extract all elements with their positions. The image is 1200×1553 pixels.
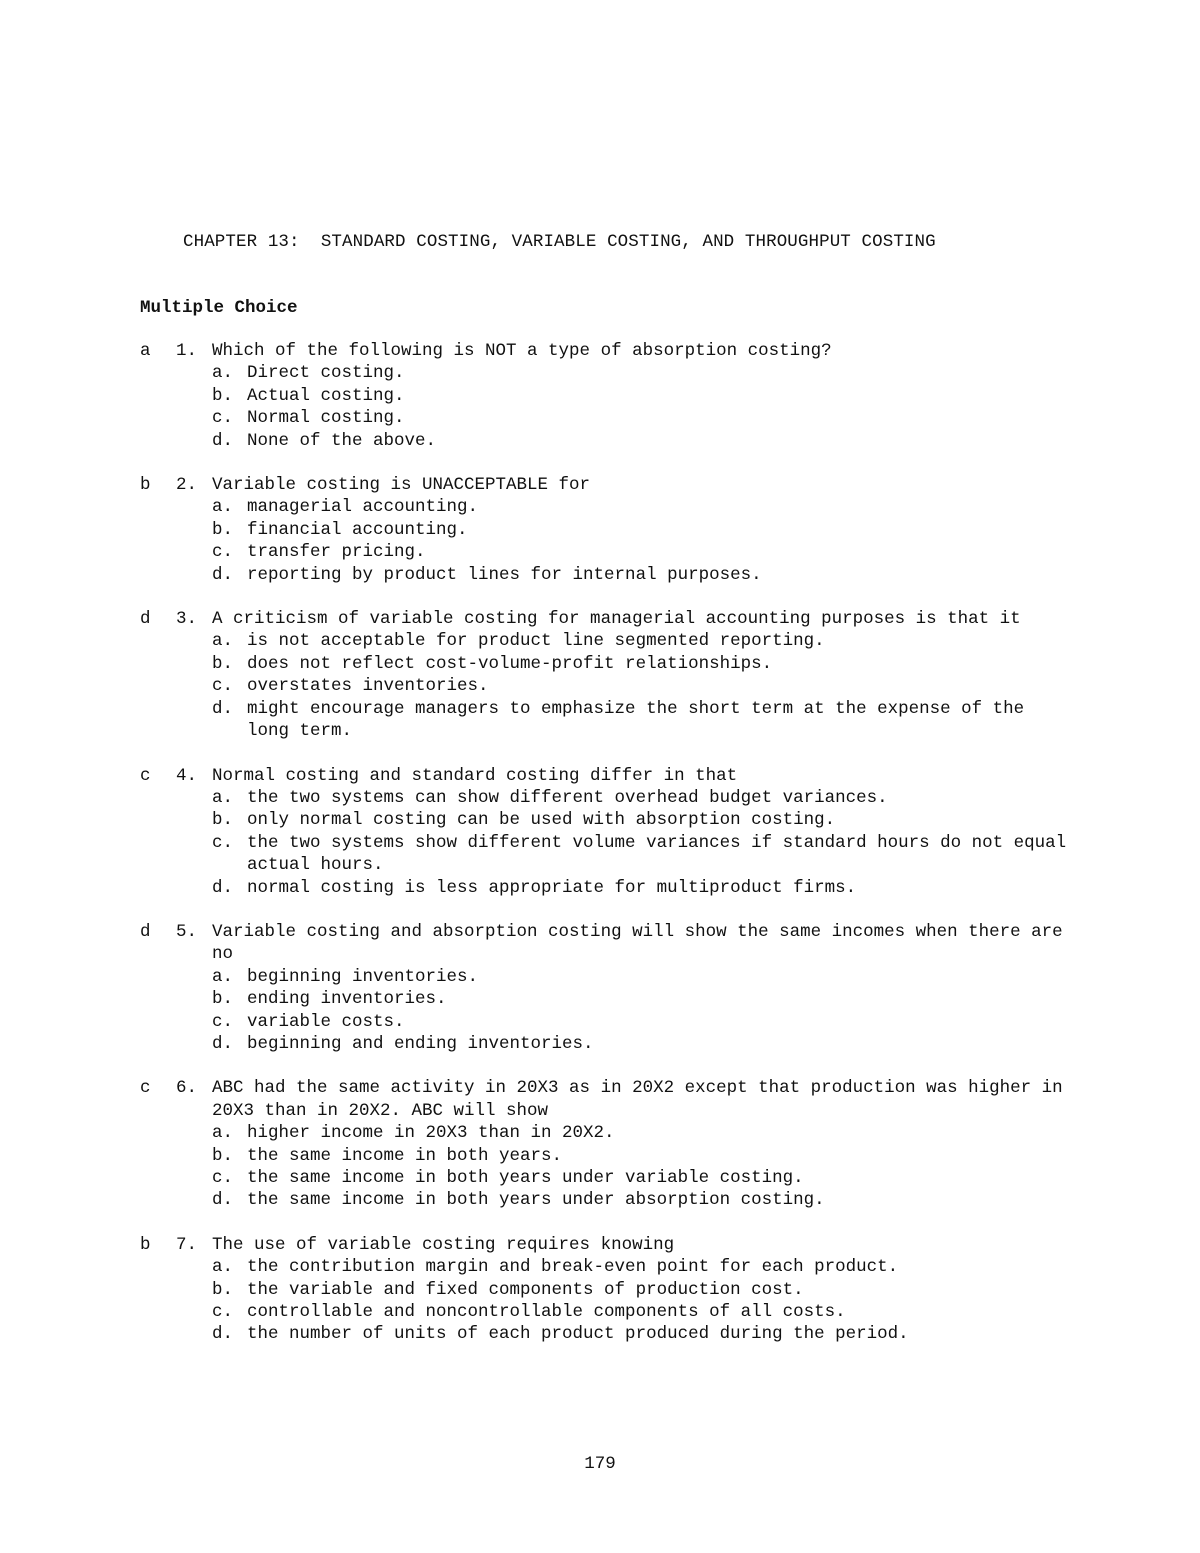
- option-text: reporting by product lines for internal purposes.: [247, 564, 762, 585]
- answer-option: [140, 1011, 1070, 1033]
- question-4: [140, 765, 1070, 899]
- answer-option: [140, 1301, 1070, 1323]
- option-text: higher income in 20X3 than in 20X2.: [247, 1123, 615, 1144]
- question-number: 6.: [176, 1078, 198, 1099]
- option-letter: a.: [212, 497, 234, 518]
- question-stem: Variable costing and absorption costing will show the same incomes when there are no: [212, 921, 1063, 965]
- option-text: the same income in both years under variable costing.: [247, 1168, 804, 1188]
- answer-option: [140, 1189, 1070, 1211]
- answer-option: [140, 1033, 1070, 1055]
- option-letter: b.: [212, 653, 234, 674]
- option-letter: a.: [212, 363, 234, 384]
- question-7: [140, 1234, 1070, 1346]
- question-stem: Variable costing is UNACCEPTABLE for: [212, 475, 591, 496]
- answer-option: [140, 1122, 1070, 1144]
- question-number: 1.: [176, 341, 198, 361]
- answer-option: [140, 1256, 1070, 1278]
- answer-option: [140, 496, 1070, 518]
- option-letter: b.: [212, 1145, 234, 1166]
- question-number: 7.: [176, 1234, 198, 1255]
- answer-option: [140, 1323, 1070, 1345]
- answer-key: b: [140, 475, 151, 496]
- option-text: ending inventories.: [247, 989, 447, 1010]
- question-6: [140, 1077, 1070, 1211]
- option-letter: a.: [212, 631, 234, 652]
- answer-option: [140, 653, 1070, 675]
- answer-option: [140, 1145, 1070, 1167]
- option-text: the two systems show different volume variances if standard hours do not equal actual hours.: [247, 832, 1067, 876]
- page-title: CHAPTER 13: STANDARD COSTING, VARIABLE COSTING, AND THROUGHPUT COSTING: [183, 232, 936, 252]
- answer-key: c: [140, 765, 151, 786]
- answer-option: [140, 698, 1070, 743]
- option-text: the same income in both years under absorption costing.: [247, 1190, 825, 1211]
- option-text: does not reflect cost-volume-profit relationships.: [247, 653, 773, 674]
- option-text: Direct costing.: [247, 363, 405, 384]
- answer-option: [140, 519, 1070, 541]
- option-text: the two systems can show different overhead budget variances.: [247, 787, 888, 808]
- option-letter: c.: [212, 1168, 234, 1188]
- question-number: 3.: [176, 609, 198, 630]
- answer-option: [140, 541, 1070, 563]
- option-text: the variable and fixed components of production cost.: [247, 1279, 804, 1300]
- option-letter: c.: [212, 408, 234, 429]
- answer-key: b: [140, 1234, 151, 1255]
- option-text: variable costs.: [247, 1011, 405, 1032]
- answer-option: [140, 564, 1070, 586]
- answer-option: [140, 832, 1070, 877]
- option-text: transfer pricing.: [247, 542, 426, 563]
- answer-option: [140, 877, 1070, 899]
- answer-option: [140, 787, 1070, 809]
- option-letter: a.: [212, 1123, 234, 1144]
- option-letter: d.: [212, 564, 234, 585]
- option-text: Actual costing.: [247, 385, 405, 406]
- option-letter: d.: [212, 877, 234, 898]
- answer-options: [140, 496, 1070, 586]
- answer-options: [140, 630, 1070, 742]
- answer-option: [140, 988, 1070, 1010]
- option-letter: b.: [212, 519, 234, 540]
- answer-options: [140, 1256, 1070, 1346]
- answer-options: [140, 787, 1070, 899]
- question-3: [140, 608, 1070, 742]
- option-text: financial accounting.: [247, 519, 468, 540]
- question-number: 5.: [176, 921, 198, 942]
- question-number: 4.: [176, 765, 198, 786]
- answer-options: [140, 1122, 1070, 1212]
- option-letter: c.: [212, 1302, 234, 1323]
- option-text: beginning inventories.: [247, 966, 479, 987]
- answer-options: [140, 966, 1070, 1056]
- option-letter: a.: [212, 1257, 234, 1278]
- question-stem: Which of the following is NOT a type of absorption costing?: [212, 341, 832, 361]
- option-letter: c.: [212, 542, 234, 563]
- option-letter: d.: [212, 1324, 234, 1345]
- option-letter: a.: [212, 966, 234, 987]
- option-letter: b.: [212, 989, 234, 1010]
- option-letter: b.: [212, 1279, 234, 1300]
- option-letter: b.: [212, 385, 234, 406]
- option-letter: c.: [212, 676, 234, 697]
- answer-option: [140, 430, 1070, 452]
- option-text: might encourage managers to emphasize the short term at the expense of the long term.: [247, 698, 1025, 742]
- answer-option: [140, 362, 1070, 384]
- option-letter: d.: [212, 1033, 234, 1054]
- option-text: None of the above.: [247, 430, 437, 451]
- answer-key: a: [140, 341, 151, 361]
- question-stem: A criticism of variable costing for managerial accounting purposes is that it: [212, 609, 1021, 630]
- question-5: [140, 921, 1070, 1055]
- option-letter: d.: [212, 430, 234, 451]
- option-letter: c.: [212, 832, 234, 853]
- answer-option: [140, 385, 1070, 407]
- option-letter: d.: [212, 1190, 234, 1211]
- option-text: managerial accounting.: [247, 497, 479, 518]
- option-text: Normal costing.: [247, 408, 405, 429]
- option-text: is not acceptable for product line segmented reporting.: [247, 631, 825, 652]
- answer-option: [140, 966, 1070, 988]
- answer-options: [140, 362, 1070, 452]
- answer-key: d: [140, 921, 151, 942]
- question-number: 2.: [176, 475, 198, 496]
- option-letter: b.: [212, 810, 234, 831]
- question-list: [140, 340, 1070, 1368]
- option-letter: a.: [212, 787, 234, 808]
- option-text: normal costing is less appropriate for multiproduct firms.: [247, 877, 857, 898]
- option-text: the same income in both years.: [247, 1145, 563, 1166]
- option-text: only normal costing can be used with absorption costing.: [247, 810, 836, 831]
- option-text: controllable and noncontrollable components of all costs.: [247, 1302, 846, 1323]
- answer-option: [140, 675, 1070, 697]
- option-text: the contribution margin and break-even point for each product.: [247, 1257, 899, 1278]
- answer-option: [140, 1167, 1070, 1189]
- answer-option: [140, 809, 1070, 831]
- option-letter: c.: [212, 1011, 234, 1032]
- option-text: the number of units of each product produced during the period.: [247, 1324, 909, 1345]
- answer-key: c: [140, 1078, 151, 1099]
- question-stem: Normal costing and standard costing differ in that: [212, 765, 738, 786]
- page-number: 179: [584, 1454, 616, 1474]
- option-text: overstates inventories.: [247, 676, 489, 697]
- question-1: [140, 340, 1070, 452]
- question-stem: ABC had the same activity in 20X3 as in 20X2 except that production was higher in 20X3 than in 20X2. ABC will show: [212, 1078, 1063, 1121]
- section-heading: Multiple Choice: [140, 298, 298, 318]
- answer-option: [140, 1279, 1070, 1301]
- answer-key: d: [140, 609, 151, 630]
- option-letter: d.: [212, 698, 234, 719]
- question-stem: The use of variable costing requires knowing: [212, 1234, 675, 1255]
- question-2: [140, 474, 1070, 586]
- option-text: beginning and ending inventories.: [247, 1033, 594, 1054]
- answer-option: [140, 407, 1070, 429]
- answer-option: [140, 630, 1070, 652]
